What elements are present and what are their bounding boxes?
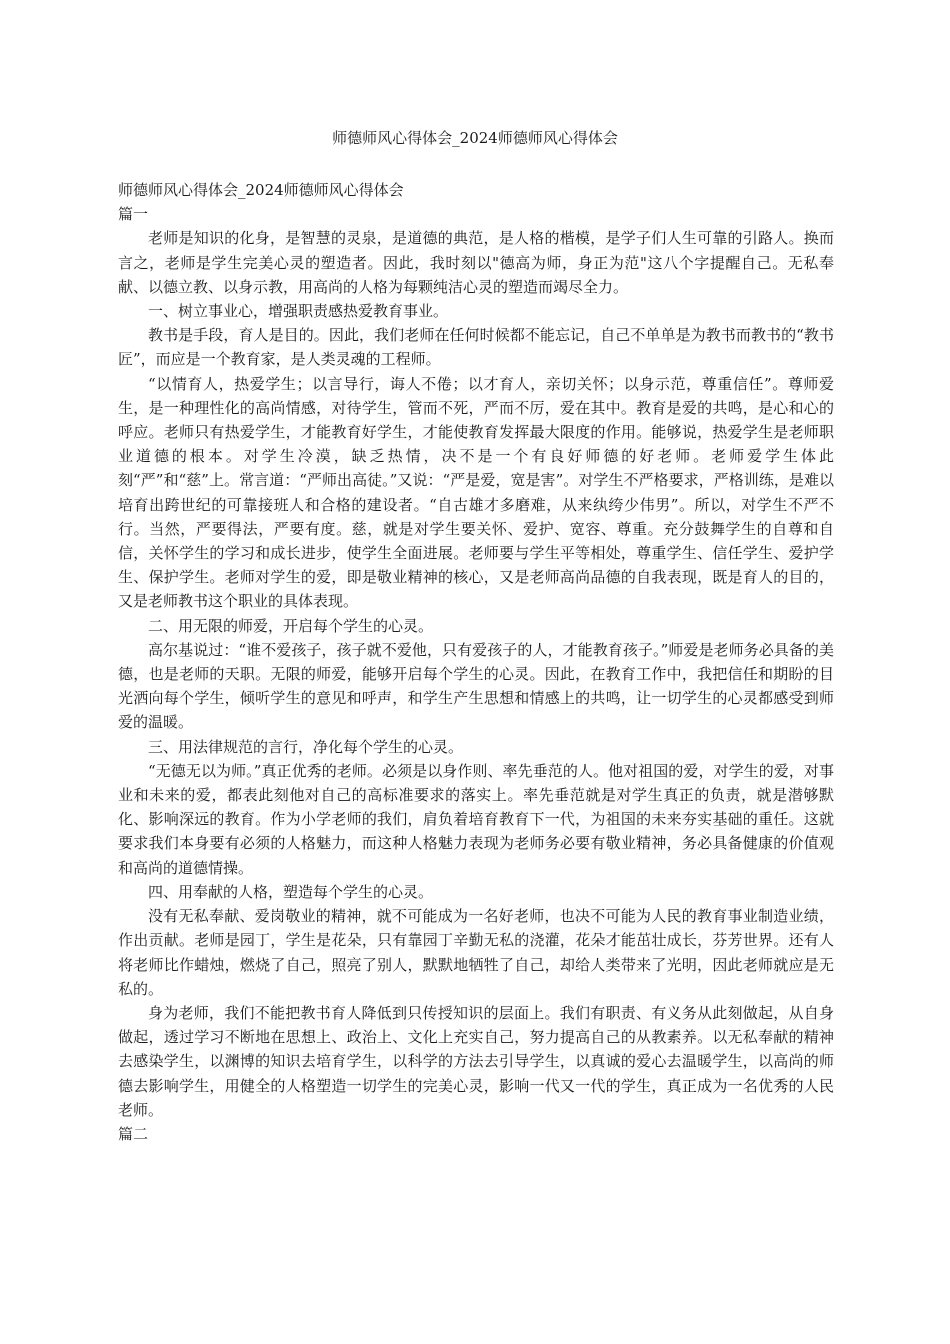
paragraph: “无德无以为师。”真正优秀的老师。必须是以身作则、率先垂范的人。他对祖国的爱，对学生的爱，对事业和未来的爱，都表此刻他对自己的高标准要求的落实上。率先垂范就是对学生真正的负责，就是潜够默化、影响深远的教育。作为小学老师的我们，肩负着培育教育下一代，为祖国的未来夯实基础的重任。这就要求我们本身要有必须的人格魅力，而这种人格魅力表现为老师务必要有敬业精神，务必具备健康的价值观和高尚的道德情操。: [118, 761, 834, 877]
paragraph: 教书是手段，育人是目的。因此，我们老师在任何时候都不能忘记，自己不单单是为教书而教书的“教书匠”，而应是一个教育家，是人类灵魂的工程师。: [118, 326, 834, 369]
paragraph: 身为老师，我们不能把教书育人降低到只传授知识的层面上。我们有职责、有义务从此刻做起，从自身做起，透过学习不断地在思想上、政治上、文化上充实自己，努力提高自己的从教素养。以无私奉献的精神去感染学生，以渊博的知识去培育学生，以科学的方法去引导学生，以真诚的爱心去温暖学生，以高尚的师德去影响学生，用健全的人格塑造一切学生的完美心灵，影响一代又一代的学生，真正成为一名优秀的人民老师。: [118, 1003, 834, 1119]
section-heading-3: 三、用法律规范的言行，净化每个学生的心灵。: [148, 737, 464, 756]
section-heading-4: 四、用奉献的人格，塑造每个学生的心灵。: [148, 882, 434, 901]
document-subtitle: 师德师风心得体会_2024师德师风心得体会: [118, 181, 404, 199]
paragraph: “以情育人，热爱学生；以言导行，诲人不倦；以才育人，亲切关怀；以身示范，尊重信任”。尊师爱生，是一种理性化的高尚情感，对待学生，管而不死，严而不厉，爱在其中。教育是爱的共鸣，是心和心的呼应。老师只有热爱学生，才能教育好学生，才能使教育发挥最大限度的作用。能够说，热爱学生是老师职业道德的根本。对学生冷漠，缺乏热情，决不是一个有良好师德的好老师。老师爱学生体此刻“严”和“慈”上。常言道：“严师出高徒。”又说：“严是爱，宽是害”。对学生不严格要求，严格训练，是难以培育出跨世纪的可靠接班人和合格的建设者。“自古雄才多磨难，从来纨绔少伟男”。所以，对学生不严不行。当然，严要得法，严要有度。慈，就是对学生要关怀、爱护、宽容、尊重。充分鼓舞学生的自尊和自信，关怀学生的学习和成长进步，使学生全面进展。老师要与学生平等相处，尊重学生、信任学生、爱护学生、保护学生。老师对学生的爱，即是敬业精神的核心，又是老师高尚品德的自我表现，既是育人的目的，又是老师教书这个职业的具体表现。: [118, 374, 834, 611]
paragraph: 高尔基说过：“谁不爱孩子，孩子就不爱他，只有爱孩子的人，才能教育孩子。”师爱是老师务必具备的美德，也是老师的天职。无限的师爱，能够开启每个学生的心灵。因此，在教育工作中，我把信任和期盼的目光洒向每个学生，倾听学生的意见和呼声，和学生产生思想和情感上的共鸣，让一切学生的心灵都感受到师爱的温暖。: [118, 640, 834, 732]
document-title: 师德师风心得体会_2024师德师风心得体会: [332, 129, 618, 147]
part-two-label: 篇二: [118, 1124, 149, 1143]
section-heading-1: 一、树立事业心，增强职责感热爱教育事业。: [148, 302, 449, 321]
paragraph: 没有无私奉献、爱岗敬业的精神，就不可能成为一名好老师，也决不可能为人民的教育事业制造业绩，作出贡献。老师是园丁，学生是花朵，只有靠园丁辛勤无私的浇灌，花朵才能茁壮成长，芬芳世界。还有人将老师比作蜡烛，燃烧了自己，照亮了别人，默默地牺牲了自己，却给人类带来了光明，因此老师就应是无私的。: [118, 907, 834, 998]
document-body: [118, 178, 834, 1146]
section-heading-2: 二、用无限的师爱，开启每个学生的心灵。: [148, 616, 434, 635]
paragraph-intro: 老师是知识的化身，是智慧的灵泉，是道德的典范，是人格的楷模，是学子们人生可靠的引路人。换而言之，老师是学生完美心灵的塑造者。因此，我时刻以"德高为师，身正为范"这八个字提醒自己。无私奉献、以德立教、以身示教，用高尚的人格为每颗纯洁心灵的塑造而竭尽全力。: [118, 229, 834, 296]
part-one-label: 篇一: [118, 205, 149, 224]
